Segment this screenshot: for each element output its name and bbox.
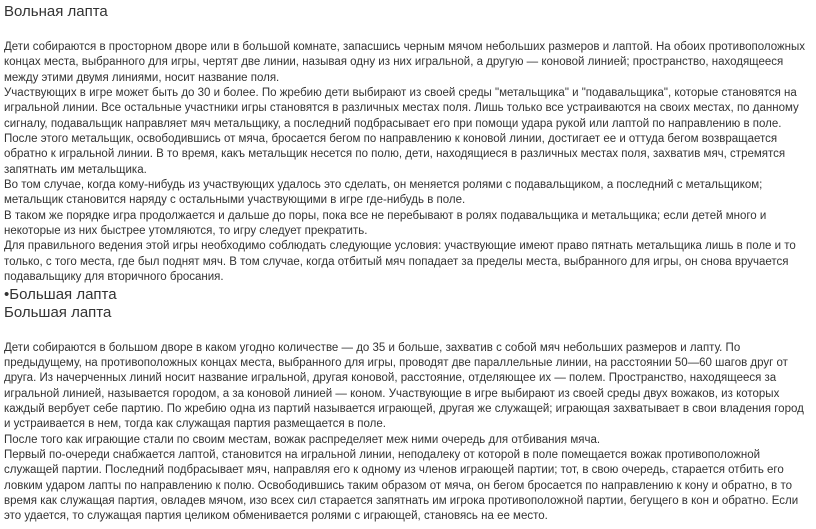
paragraph: После того как играющие стали по своим местам, вожак распределяет меж ними очередь для отбивания мяча. (4, 433, 601, 446)
paragraph: Участвующих в игре может быть до 30 и более. По жребию дети выбирают из своей среды "метальщика" и "подавальщика", которые становятся на игральной линии. Все остальные участники игры становятся в различных местах поля. Лишь только все устраиваются на своих местах, по данному сигналу, подавальщик направляет мяч метальщику, а последний подбрасывает его при помощи удара рукой или лаптой по направлению в поле. (4, 87, 799, 130)
paragraph: После этого метальщик, освободившись от мяча, бросается бегом по направлению к коновой линии, достигает ее и оттуда бегом возвращается обратно к игральной линии. В то время, какъ метальщик несется по полю, дети, находящиеся в различных местах поля, захватив мяч, стремятся запятнать им метальщика. (4, 133, 786, 176)
paragraph: Во том случае, когда кому-нибудь из участвующих удалось это сделать, он меняется ролями с подавальщиком, а последний с метальщиком; метальщик становится наряду с остальными участвующими в игре где-нибудь в поле. (4, 179, 763, 207)
section-bolshaya-lapta (4, 341, 812, 525)
paragraph: Для правильного ведения этой игры необходимо соблюдать следующие условия: участвующие имеют право пятнать метальщика лишь в поле и то только, с того места, где был поднят мяч. В том случае, когда отбитый мяч попадает за пределы места, выбранного для игры, он снова вручается подавальщику для вторичного бросания. (4, 240, 796, 284)
section-title: Большая лапта (4, 303, 112, 321)
bullet-heading: •Большая лапта (4, 285, 117, 303)
paragraph: Дети собираются в большом дворе в каком угодно количестве — до 35 и больше, захватив с собой мяч небольших размеров и лапту. По предыдущему, на противоположных концах места, выбранного для игры, проводят две параллельные линии, на расстоянии 50—60 шагов друг от друга. Из начерченных линий носит название игральной, другая коновой, расстояние, отделяющее их — полем. Пространство, находящееся за игральной линией, называется городом, а за коновой линией — коном. Участвующие в игре выбирают из своей среды двух вожаков, из которых каждый вербует себе партию. По жребию одна из партий называется играющей, другая же служащей; играющая захватывает в свои владения город и устраивается в нем, тогда как служащая партия размещается в поле. (4, 341, 804, 431)
article-title: Вольная лапта (4, 3, 108, 20)
document-page (0, 2, 816, 529)
paragraph: Первый по-очереди снабжается лаптой, становится на игральной линии, неподалеку от которой в поле помещается вожак противоположной служащей партии. Последний подбрасывает мяч, направляя его к одному из членов играющей партии; тот, в свою очередь, старается отбить его ловким ударом лапты по направлению к полю. Освободившись таким образом от мяча, он бегом бросается по направлению к кону и обратно, в то время как служащая партия, овладев мячом, изо всех сил старается запятнать им игрока противоположной партии, бегущего в кон и обратно. Если это удается, то служащая партия целиком обменивается ролями с играющей, становясь на ее место. (4, 448, 799, 523)
paragraph: Дети собираются в просторном дворе или в большой комнате, запасшись черным мячом небольших размеров и лаптой. На обоих противоположных концах места, выбранного для игры, чертят две линии, называя одну из них игральной, а другую — коновой линией; пространство, находящееся между этими двумя линиями, носит название поля. (4, 41, 806, 84)
paragraph: В таком же порядке игра продолжается и дальше до поры, пока все не перебывают в ролях подавальщика и метальщика; если детей много и некоторые из них быстрее утомляются, то игру следует прекратить. (4, 209, 767, 238)
section-volnaya-lapta (4, 40, 812, 286)
